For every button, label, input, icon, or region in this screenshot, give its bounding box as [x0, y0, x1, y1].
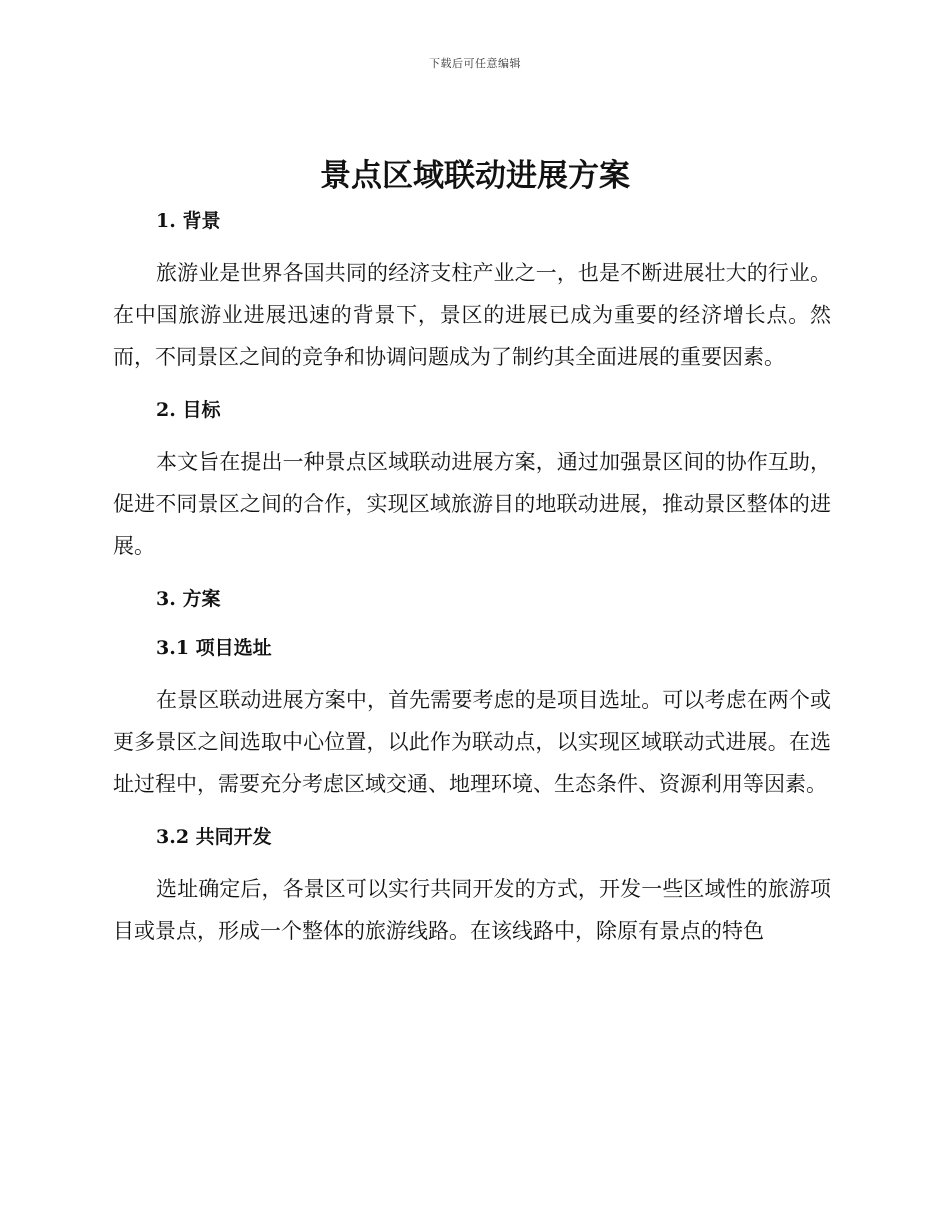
section-heading-goal: 2. 目标 — [156, 399, 221, 421]
section-heading-plan: 3. 方案 — [156, 588, 221, 610]
section-paragraph-joint-development: 选址确定后，各景区可以实行共同开发的方式，开发一些区域性的旅游项目或景点，形成一个整体的旅游线路。在该线路中，除原有景点的特色 — [113, 877, 831, 943]
document-body — [113, 204, 831, 952]
section-paragraph-background: 旅游业是世界各国共同的经济支柱产业之一，也是不断进展壮大的行业。在中国旅游业进展迅速的背景下，景区的进展已成为重要的经济增长点。然而，不同景区之间的竞争和协调问题成为了制约其全面进展的重要因素。 — [113, 261, 831, 369]
section-heading-background: 1. 背景 — [156, 210, 221, 232]
page-header-note: 下载后可任意编辑 — [429, 57, 521, 70]
section-paragraph-site-selection: 在景区联动进展方案中，首先需要考虑的是项目选址。可以考虑在两个或更多景区之间选取中心位置，以此作为联动点，以实现区域联动式进展。在选址过程中，需要充分考虑区域交通、地理环境、生态条件、资源利用等因素。 — [113, 688, 831, 796]
section-heading-joint-development: 3.2 共同开发 — [156, 826, 272, 848]
document-title: 景点区域联动进展方案 — [320, 158, 630, 194]
section-heading-site-selection: 3.1 项目选址 — [156, 637, 272, 659]
section-paragraph-goal: 本文旨在提出一种景点区域联动进展方案，通过加强景区间的协作互助，促进不同景区之间的合作，实现区域旅游目的地联动进展，推动景区整体的进展。 — [113, 450, 831, 558]
